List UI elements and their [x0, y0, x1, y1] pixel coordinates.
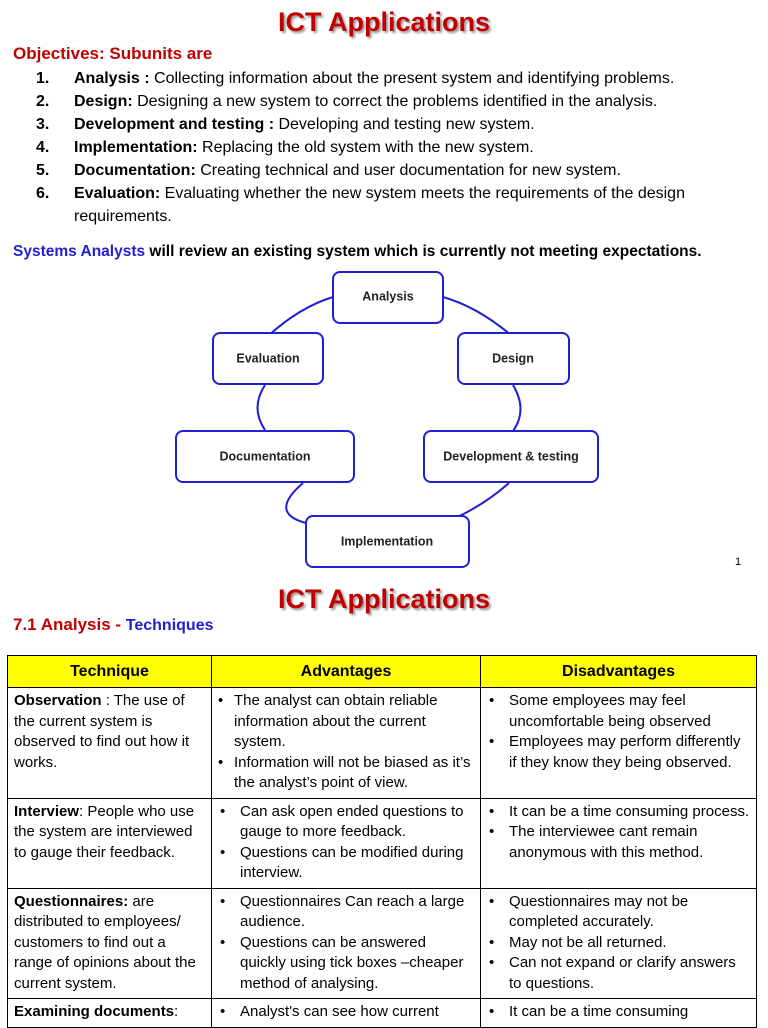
- label-analysis: Analysis: [362, 289, 414, 304]
- item-number: 4.: [36, 139, 50, 156]
- advantages-cell: [212, 888, 481, 999]
- cycle-connectors: [258, 297, 521, 523]
- label-development-testing: Development & testing: [443, 449, 579, 464]
- technique-desc: :: [174, 1003, 179, 1020]
- technique-term: Observation: [14, 692, 102, 709]
- item-term: Implementation:: [74, 139, 198, 156]
- item-term: Analysis :: [74, 70, 150, 87]
- technique-cell: [8, 888, 212, 999]
- list-item: • Can not expand or clarify answers to questions.: [487, 953, 750, 994]
- advantages-cell: [212, 999, 481, 1028]
- table-row: [8, 798, 757, 888]
- item-term: Documentation:: [74, 162, 196, 179]
- statement-highlight: Systems Analysts: [13, 243, 146, 260]
- list-item: • Can ask open ended questions to gauge to more feedback.: [218, 802, 474, 843]
- page-title: ICT Applications: [277, 584, 490, 614]
- list-item: [0, 67, 768, 90]
- label-implementation: Implementation: [340, 534, 434, 549]
- connector-documentation-evaluation: [258, 385, 266, 430]
- list-item: • Information will not be biased as it’s the analyst’s point of view.: [218, 753, 474, 794]
- list-item: • Questionnaires may not be completed accurately.: [487, 892, 750, 933]
- list-item: • May not be all returned.: [487, 933, 750, 954]
- item-number: 3.: [36, 116, 50, 133]
- disadvantages-cell: [481, 688, 757, 799]
- connector-design-development: [513, 385, 521, 431]
- list-item: • It can be a time consuming process.: [487, 802, 750, 823]
- advantages-cell: [212, 688, 481, 799]
- list-item: • Questions can be answered quickly using tick boxes –cheaper method of analysing.: [218, 933, 474, 995]
- technique-desc: : People who use the system are interviewed to gauge their feedback.: [14, 802, 195, 861]
- item-desc: Designing a new system to correct the problems identified in the analysis.: [132, 93, 658, 110]
- list-item: • The interviewee cant remain anonymous with this method.: [487, 822, 750, 863]
- statement-text: will review an existing system which is currently not meeting expectations.: [145, 243, 702, 260]
- item-desc: Evaluating whether the new system meets the requirements of the design requirements.: [74, 185, 685, 225]
- technique-term: Examining documents: [14, 1003, 175, 1020]
- item-number: 1.: [36, 70, 50, 87]
- page-title: ICT Applications: [277, 7, 490, 37]
- table-row: [8, 999, 757, 1028]
- techniques-table: [7, 655, 757, 1028]
- system-life-cycle-diagram: [0, 265, 768, 575]
- item-number: 2.: [36, 93, 50, 110]
- section-heading: [13, 615, 213, 635]
- section-title: 7.1 Analysis -: [13, 615, 126, 634]
- disadvantages-cell: [481, 888, 757, 999]
- label-design: Design: [492, 351, 534, 366]
- list-item: • Employees may perform differently if they know they being observed.: [487, 732, 750, 773]
- advantages-cell: [212, 798, 481, 888]
- connector-evaluation-analysis: [268, 297, 333, 336]
- disadvantages-cell: [481, 999, 757, 1028]
- header-technique: Technique: [8, 656, 212, 688]
- disadvantages-cell: [481, 798, 757, 888]
- item-desc: Creating technical and user documentation for new system.: [195, 162, 621, 179]
- item-number: 6.: [36, 185, 50, 202]
- section-subtitle: Techniques: [125, 617, 214, 634]
- list-item: [0, 90, 768, 113]
- item-desc: Replacing the old system with the new system.: [197, 139, 534, 156]
- header-advantages: Advantages: [212, 656, 481, 688]
- list-item: • It can be a time consuming: [487, 1002, 750, 1023]
- header-disadvantages: Disadvantages: [481, 656, 757, 688]
- technique-term: Interview: [14, 802, 80, 820]
- list-item: [0, 182, 768, 228]
- label-evaluation: Evaluation: [236, 351, 300, 366]
- table-row: [8, 888, 757, 999]
- item-term: Design:: [74, 93, 133, 110]
- analyst-statement: [13, 243, 702, 261]
- item-number: 5.: [36, 162, 50, 179]
- item-term: Development and testing :: [74, 116, 275, 133]
- list-item: • Some employees may feel uncomfortable being observed: [487, 691, 750, 732]
- item-term: Evaluation:: [74, 185, 161, 202]
- technique-cell: [8, 999, 212, 1028]
- page-number: 1: [735, 556, 742, 568]
- list-item: • Analyst's can see how current: [218, 1002, 474, 1023]
- item-desc: Developing and testing new system.: [274, 116, 535, 133]
- list-item: [0, 159, 768, 182]
- list-item: • Questions can be modified during interview.: [218, 843, 474, 884]
- technique-desc: are distributed to employees/ customers to find out a range of opinions about the current system.: [14, 892, 196, 992]
- technique-desc: : The use of the current system is observed to find out how it works.: [14, 692, 190, 771]
- table-row: [8, 688, 757, 799]
- list-item: [0, 113, 768, 136]
- technique-cell: [8, 688, 212, 799]
- list-item: [0, 136, 768, 159]
- table-header-row: [8, 656, 757, 688]
- connector-analysis-design: [443, 297, 512, 336]
- technique-term: Questionnaires:: [14, 892, 129, 910]
- objectives-heading: Objectives: Subunits are: [13, 44, 213, 63]
- list-item: • The analyst can obtain reliable information about the current system.: [218, 691, 474, 753]
- item-desc: Collecting information about the present system and identifying problems.: [149, 70, 675, 87]
- connector-implementation-documentation: [286, 483, 306, 523]
- technique-cell: [8, 798, 212, 888]
- list-item: • Questionnaires Can reach a large audience.: [218, 892, 474, 933]
- objectives-list: [0, 67, 768, 228]
- label-documentation: Documentation: [219, 449, 311, 464]
